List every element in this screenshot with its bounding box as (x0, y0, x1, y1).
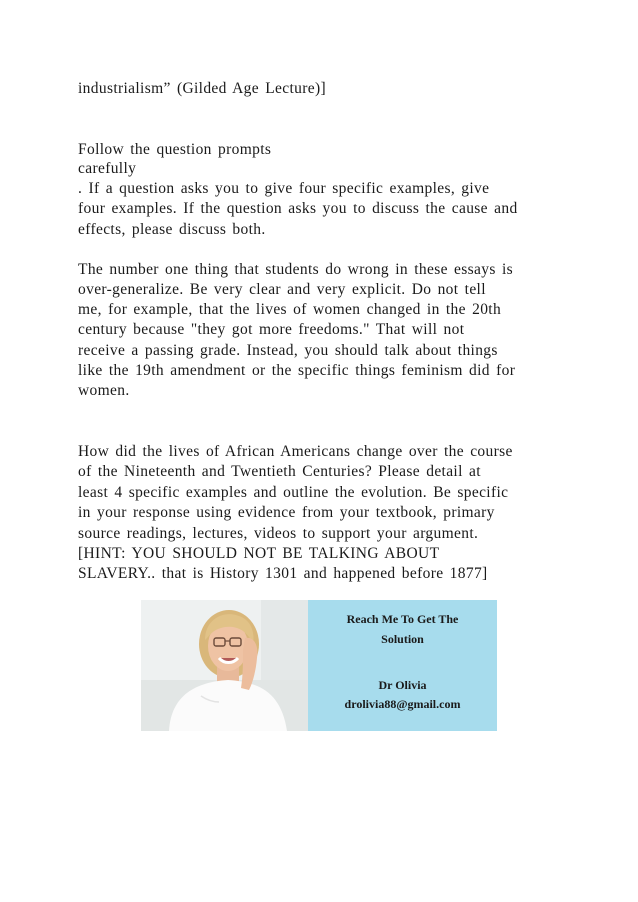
text-line: carefully (78, 160, 137, 177)
text-line: over-generalize. Be very clear and very explicit. Do not tell (78, 281, 486, 298)
ad-contact-email[interactable]: drolivia88@gmail.com (344, 697, 461, 711)
text-line: effects, please discuss both. (78, 221, 266, 238)
text-line: The number one thing that students do wrong in these essays is (78, 261, 514, 278)
text-line: source readings, lectures, videos to support your argument. (78, 525, 479, 542)
woman-photo (141, 600, 308, 731)
text-line: least 4 specific examples and outline the evolution. Be specific (78, 484, 509, 501)
ad-headline-line2: Solution (381, 632, 424, 646)
contact-ad-banner (141, 600, 497, 731)
text-line: Follow the question prompts (78, 141, 272, 158)
text-line: How did the lives of African Americans change over the course (78, 443, 513, 460)
text-line: century because "they got more freedoms." That will not (78, 321, 465, 338)
text-line: SLAVERY.. that is History 1301 and happened before 1877] (78, 565, 488, 582)
ad-contact-name: Dr Olivia (378, 678, 427, 692)
text-line: like the 19th amendment or the specific things feminism did for (78, 362, 516, 379)
text-line: [HINT: YOU SHOULD NOT BE TALKING ABOUT (78, 545, 440, 562)
text-line: receive a passing grade. Instead, you should talk about things (78, 342, 498, 359)
ad-headline-line1: Reach Me To Get The (346, 612, 459, 626)
text-line: . If a question asks you to give four specific examples, give (78, 180, 490, 197)
text-line: me, for example, that the lives of women changed in the 20th (78, 301, 502, 318)
text-line: in your response using evidence from your textbook, primary (78, 504, 495, 521)
text-line: industrialism” (Gilded Age Lecture)] (78, 80, 327, 97)
contact-info-panel (308, 600, 497, 731)
text-line: four examples. If the question asks you to discuss the cause and (78, 200, 518, 217)
text-line: of the Nineteenth and Twentieth Centuries? Please detail at (78, 463, 481, 480)
text-line: women. (78, 382, 130, 399)
